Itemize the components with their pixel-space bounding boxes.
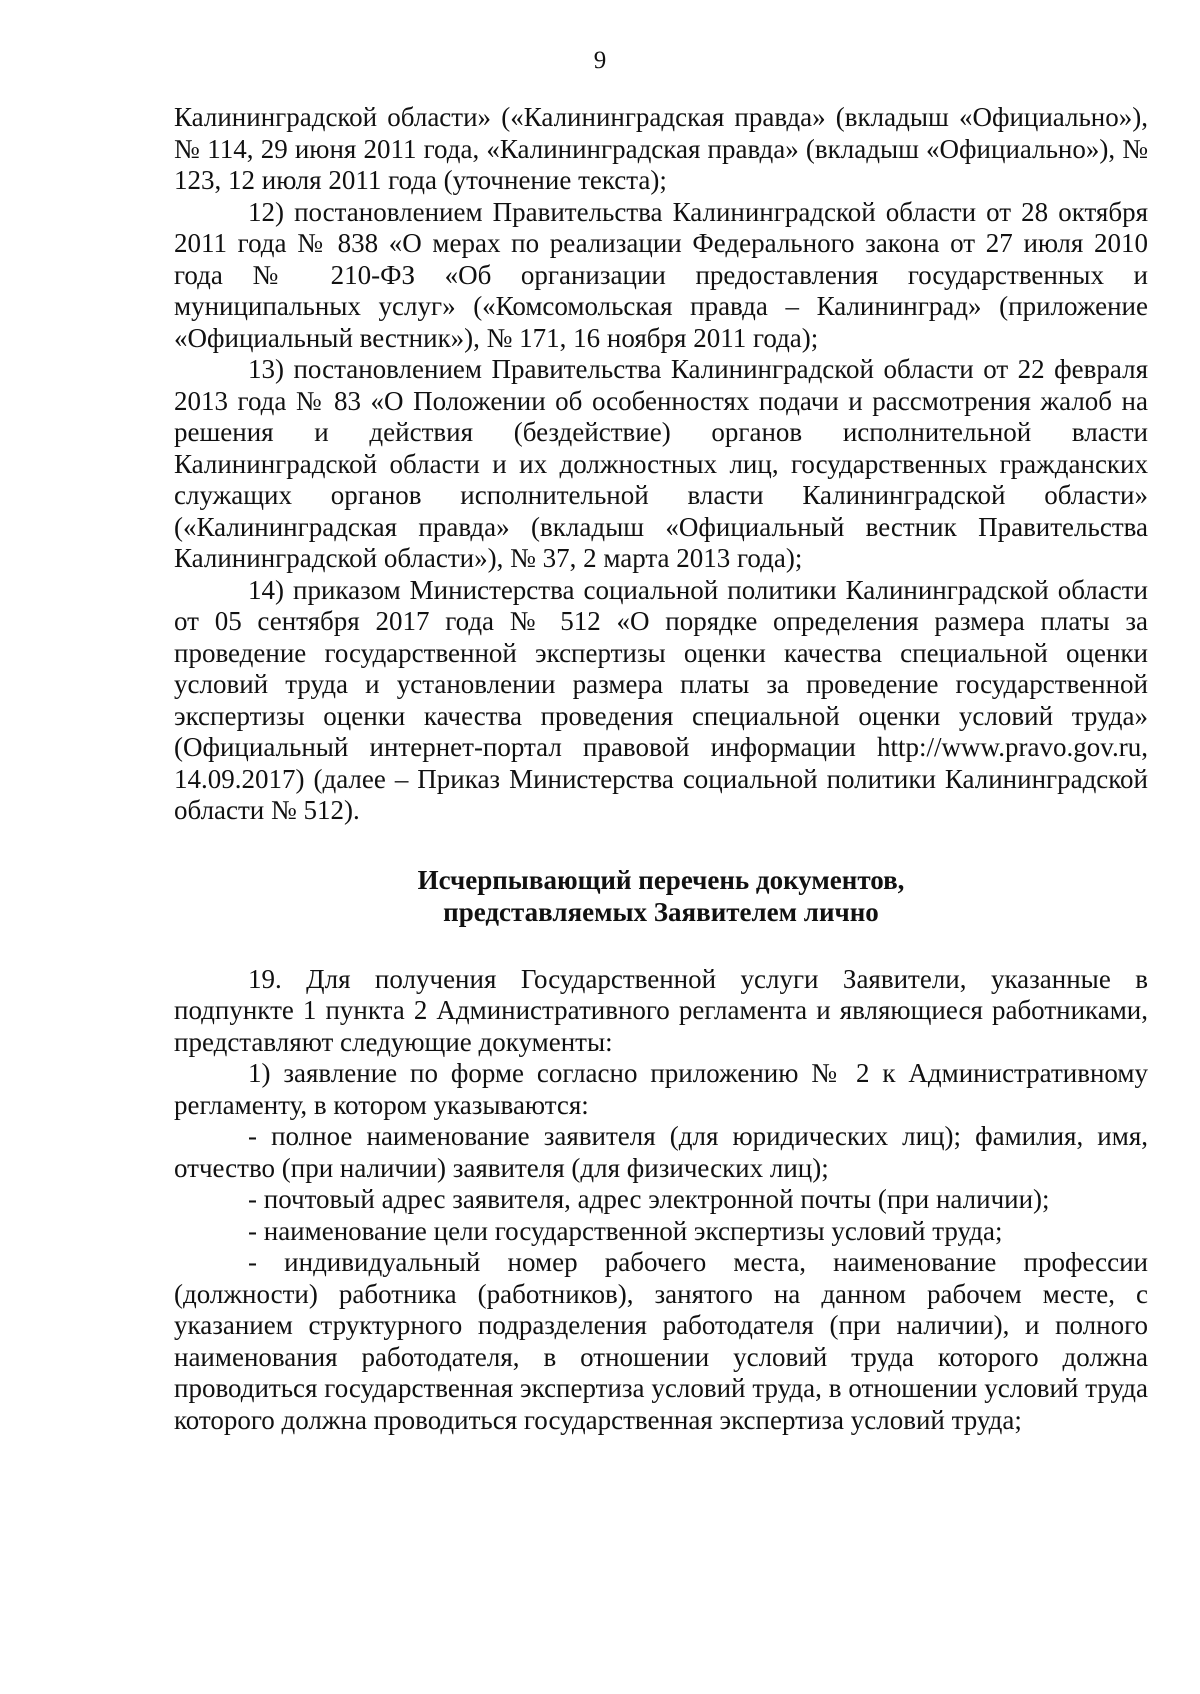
paragraph-bullet-purpose: - наименование цели государственной экспертизы условий труда; xyxy=(248,1215,1003,1246)
document-body xyxy=(174,102,1148,1436)
section-heading-line-1: Исчерпывающий перечень документов, xyxy=(417,864,905,895)
paragraph-item-14: 14) приказом Министерства социальной политики Калининградской области от 05 сентября 2017 года № 512 «О порядке определения размера платы за проведение государственной экспертизы оценки качества специальной оценки условий труда и установлении размера платы за проведение государственной экспертизы оценки качества проведения специальной оценки условий труда» (Официальный интернет-портал правовой информации http://www.pravo.gov.ru, 14.09.2017) (далее – Приказ Министерства социальной политики Калининградской области № 512). xyxy=(174,574,1148,825)
paragraph-item-19: 19. Для получения Государственной услуги Заявители, указанные в подпункте 1 пункта 2 Административного регламента и являющиеся работниками, представляют следующие документы: xyxy=(174,963,1148,1057)
paragraph-bullet-workplace: - индивидуальный номер рабочего места, наименование профессии (должности) работника (работников), занятого на данном рабочем месте, с указанием структурного подразделения работодателя (при наличии), и полного наименования работодателя, в отношении условий труда которого должна проводиться государственная экспертиза условий труда, в отношении условий труда которого должна проводиться государственная экспертиза условий труда; xyxy=(174,1247,1148,1435)
paragraph-item-19-1: 1) заявление по форме согласно приложению № 2 к Административному регламенту, в котором указываются: xyxy=(174,1058,1148,1120)
paragraph-continuation: Калининградской области» («Калининградская правда» (вкладыш «Официально»), № 114, 29 июня 2011 года, «Калининградская правда» (вкладыш «Официально»), № 123, 12 июля 2011 года (уточнение текста); xyxy=(174,102,1148,195)
section-heading xyxy=(174,864,1148,928)
paragraph-bullet-applicant-name: - полное наименование заявителя (для юридических лиц); фамилия, имя, отчество (при наличии) заявителя (для физических лиц); xyxy=(174,1121,1148,1183)
page-number: 9 xyxy=(593,47,607,74)
paragraph-item-13: 13) постановлением Правительства Калининградской области от 22 февраля 2013 года № 83 «О Положении об особенностях подачи и рассмотрения жалоб на решения и действия (бездействие) органов исполнительной власти Калининградской области и их должностных лиц, государственных гражданских служащих органов исполнительной власти Калининградской области» («Калининградская правда» (вкладыш «Официальный вестник Правительства Калининградской области»), № 37, 2 марта 2013 года); xyxy=(174,354,1148,573)
paragraph-item-12: 12) постановлением Правительства Калининградской области от 28 октября 2011 года № 838 «О мерах по реализации Федерального закона от 27 июля 2010 года № 210-ФЗ «Об организации предоставления государственных и муниципальных услуг» («Комсомольская правда – Калининград» (приложение «Официальный вестник»), № 171, 16 ноября 2011 года); xyxy=(174,196,1148,353)
section-heading-line-2: представляемых Заявителем лично xyxy=(443,896,879,927)
paragraph-bullet-postal-address: - почтовый адрес заявителя, адрес электронной почты (при наличии); xyxy=(248,1184,1050,1214)
